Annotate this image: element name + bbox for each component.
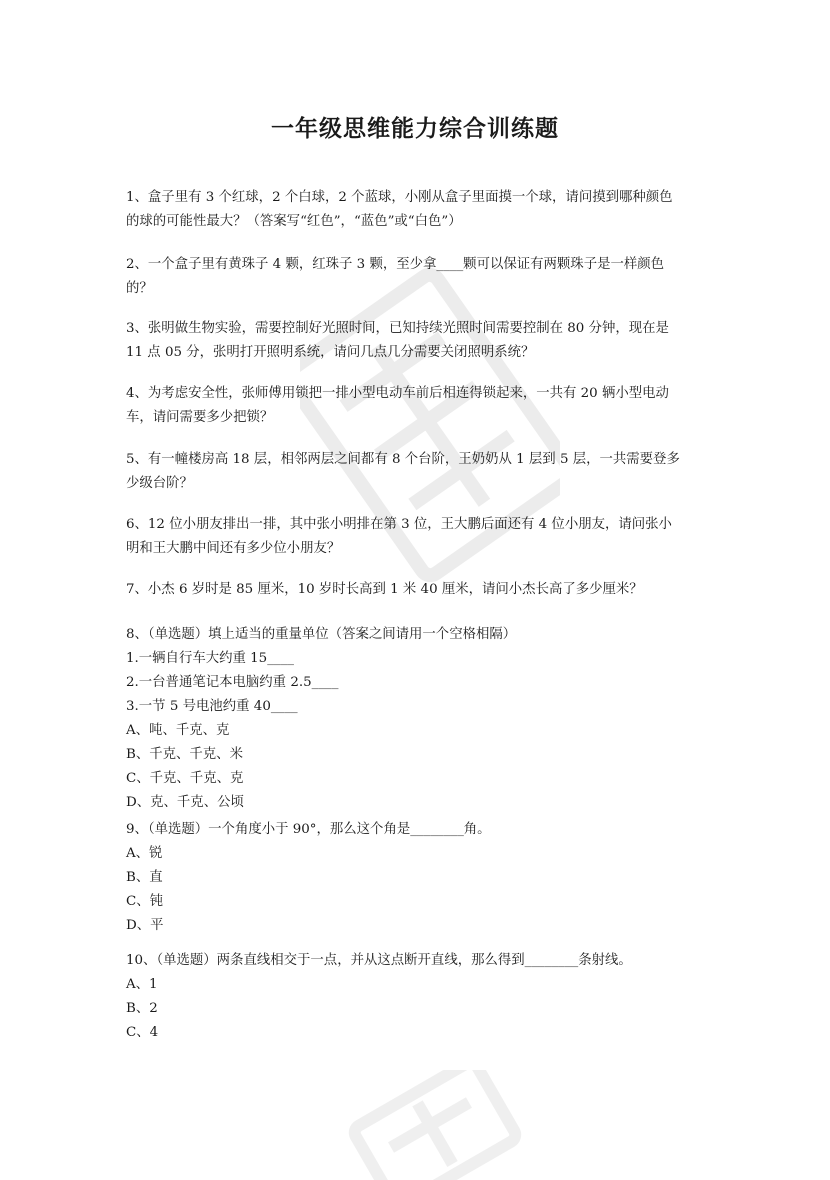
option-d: D、平 <box>126 918 164 933</box>
option-d: D、克、千克、公顷 <box>126 795 244 810</box>
sub-item: 3.一节 5 号电池约重 40____ <box>126 699 298 714</box>
option-b: B、2 <box>126 1001 158 1016</box>
question-6 <box>126 513 716 561</box>
page-title: 一年级思维能力综合训练题 <box>271 116 559 142</box>
sub-item: 1.一辆自行车大约重 15____ <box>126 651 294 666</box>
question-line: 少级台阶？ <box>126 476 193 491</box>
question-line: 8、（单选题）填上适当的重量单位（答案之间请用一个空格相隔） <box>126 627 517 642</box>
question-line: 10、（单选题）两条直线相交于一点，并从这点断开直线，那么得到________条射线。 <box>126 953 632 968</box>
option-a: A、锐 <box>126 846 163 861</box>
question-line: 明和王大鹏中间还有多少位小朋友？ <box>126 541 341 556</box>
question-8 <box>126 623 716 815</box>
question-line: 11 点 05 分，张明打开照明系统，请问几点几分需要关闭照明系统？ <box>126 345 535 360</box>
question-line: 5、有一幢楼房高 18 层，相邻两层之间都有 8 个台阶，王奶奶从 1 层到 5 层，一共需要登多 <box>126 452 680 467</box>
question-line: 的？ <box>126 281 153 296</box>
question-line: 1、盒子里有 3 个红球，2 个白球，2 个蓝球，小刚从盒子里面摸一个球，请问摸到哪种颜色 <box>126 190 673 205</box>
option-c: C、钝 <box>126 894 164 909</box>
question-4 <box>126 382 716 430</box>
option-b: B、直 <box>126 870 163 885</box>
watermark-stamp-icon-bottom <box>330 1070 530 1180</box>
question-line: 车，请问需要多少把锁？ <box>126 410 274 425</box>
question-5 <box>126 448 716 496</box>
question-3 <box>126 317 716 365</box>
sub-item: 2.一台普通笔记本电脑约重 2.5____ <box>126 675 339 690</box>
question-line: 的球的可能性最大？（答案写“红色”，“蓝色”或“白色”） <box>126 214 462 229</box>
question-line: 6、12 位小朋友排出一排，其中张小明排在第 3 位，王大鹏后面还有 4 位小朋友，请问张小 <box>126 517 672 532</box>
question-9 <box>126 818 716 938</box>
question-line: 9、（单选题）一个角度小于 90°，那么这个角是________角。 <box>126 822 491 837</box>
question-7 <box>126 578 716 602</box>
question-1 <box>126 186 716 234</box>
option-a: A、吨、千克、克 <box>126 723 230 738</box>
option-c: C、4 <box>126 1025 159 1040</box>
question-line: 7、小杰 6 岁时是 85 厘米，10 岁时长高到 1 米 40 厘米，请问小杰长高了多少厘米？ <box>126 582 643 597</box>
question-line: 2、一个盒子里有黄珠子 4 颗，红珠子 3 颗，至少拿____颗可以保证有两颗珠子是一样颜色 <box>126 257 665 272</box>
option-c: C、千克、千克、克 <box>126 771 244 786</box>
question-10 <box>126 949 716 1045</box>
question-2 <box>126 253 716 301</box>
question-line: 3、张明做生物实验，需要控制好光照时间，已知持续光照时间需要控制在 80 分钟，现在是 <box>126 321 669 336</box>
option-b: B、千克、千克、米 <box>126 747 243 762</box>
question-line: 4、为考虑安全性，张师傅用锁把一排小型电动车前后相连得锁起来，一共有 20 辆小型电动 <box>126 386 669 401</box>
option-a: A、1 <box>126 977 158 992</box>
